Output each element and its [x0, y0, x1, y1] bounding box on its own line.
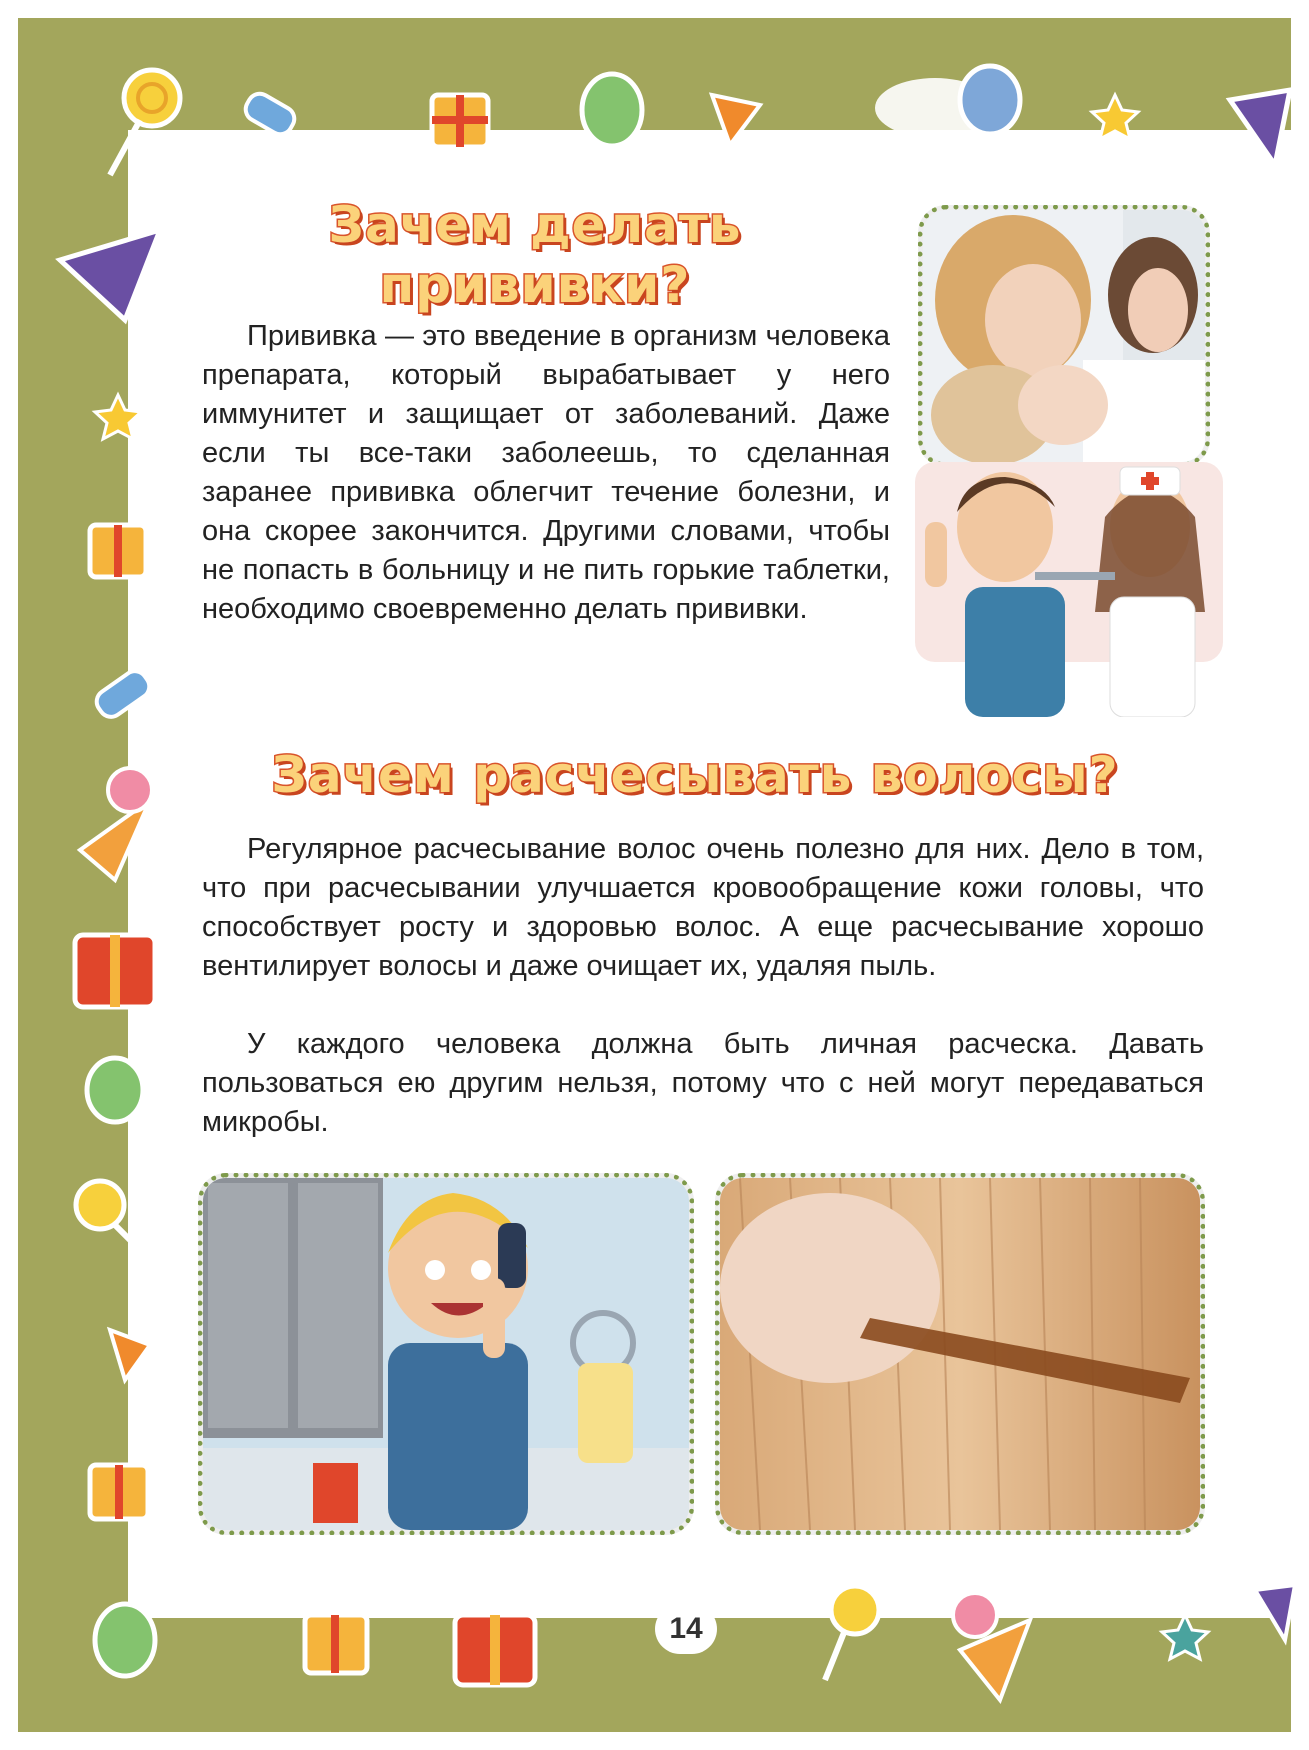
balloon-icon	[960, 66, 1020, 134]
lollipop-icon	[825, 1586, 879, 1680]
heading-combing: Зачем расчесывать волосы?	[271, 746, 1119, 804]
balloon-icon	[582, 74, 642, 146]
lollipop-icon	[76, 1181, 150, 1260]
balloon-icon	[95, 1604, 155, 1676]
balloon-icon	[87, 1058, 143, 1122]
pizza-icon	[712, 95, 760, 145]
paragraph-combing-2: У каждого человека должна быть личная расческа. Давать пользоваться ею другим нельзя, потому что с ней могут передаваться микробы.	[202, 1028, 1204, 1138]
boy-combing-illustration	[198, 1173, 694, 1535]
heading-vaccination: Зачем делать прививки?	[328, 196, 742, 314]
gift-icon	[75, 935, 155, 1007]
candy-icon	[92, 666, 154, 721]
gift-icon	[432, 95, 488, 147]
star-icon	[95, 395, 141, 439]
page-number: 14	[655, 1604, 717, 1654]
gift-icon	[90, 525, 146, 577]
paragraph-combing-1: Регулярное расчесывание волос очень полезно для них. Дело в том, что при расчесывании улучшается кровообращение кожи головы, что способствует росту и здоровью волос. А еще расчесывание хорошо вентилирует волосы и даже очищает их, удаляя пыль.	[202, 833, 1204, 982]
star-icon	[1162, 1615, 1208, 1659]
party-hat-icon	[60, 230, 160, 320]
vaccination-photo	[918, 205, 1210, 467]
gift-icon	[90, 1465, 148, 1519]
ice-cream-icon	[953, 1593, 1030, 1700]
gift-icon	[455, 1615, 535, 1685]
party-hat-icon	[1255, 1585, 1295, 1640]
candy-icon	[241, 89, 298, 138]
hair-combing-photo	[715, 1173, 1205, 1535]
star-icon	[1092, 95, 1138, 139]
lollipop-icon	[110, 70, 180, 175]
pizza-icon	[110, 1330, 150, 1380]
paragraph-vaccination: Прививка — это введение в организм человека препарата, который вырабатывает у него иммунитет и защищает от заболеваний. Даже если ты все-таки заболеешь, то сделанная заранее прививка облегчит течение болезни, и она скорее закончится. Другими словами, чтобы не попасть в больницу и не пить горькие таблетки, необходимо своевременно делать прививки.	[202, 320, 890, 625]
party-hat-icon	[1230, 90, 1290, 165]
nurse-illustration	[915, 462, 1223, 717]
gift-icon	[305, 1615, 367, 1673]
ice-cream-icon	[80, 768, 152, 880]
